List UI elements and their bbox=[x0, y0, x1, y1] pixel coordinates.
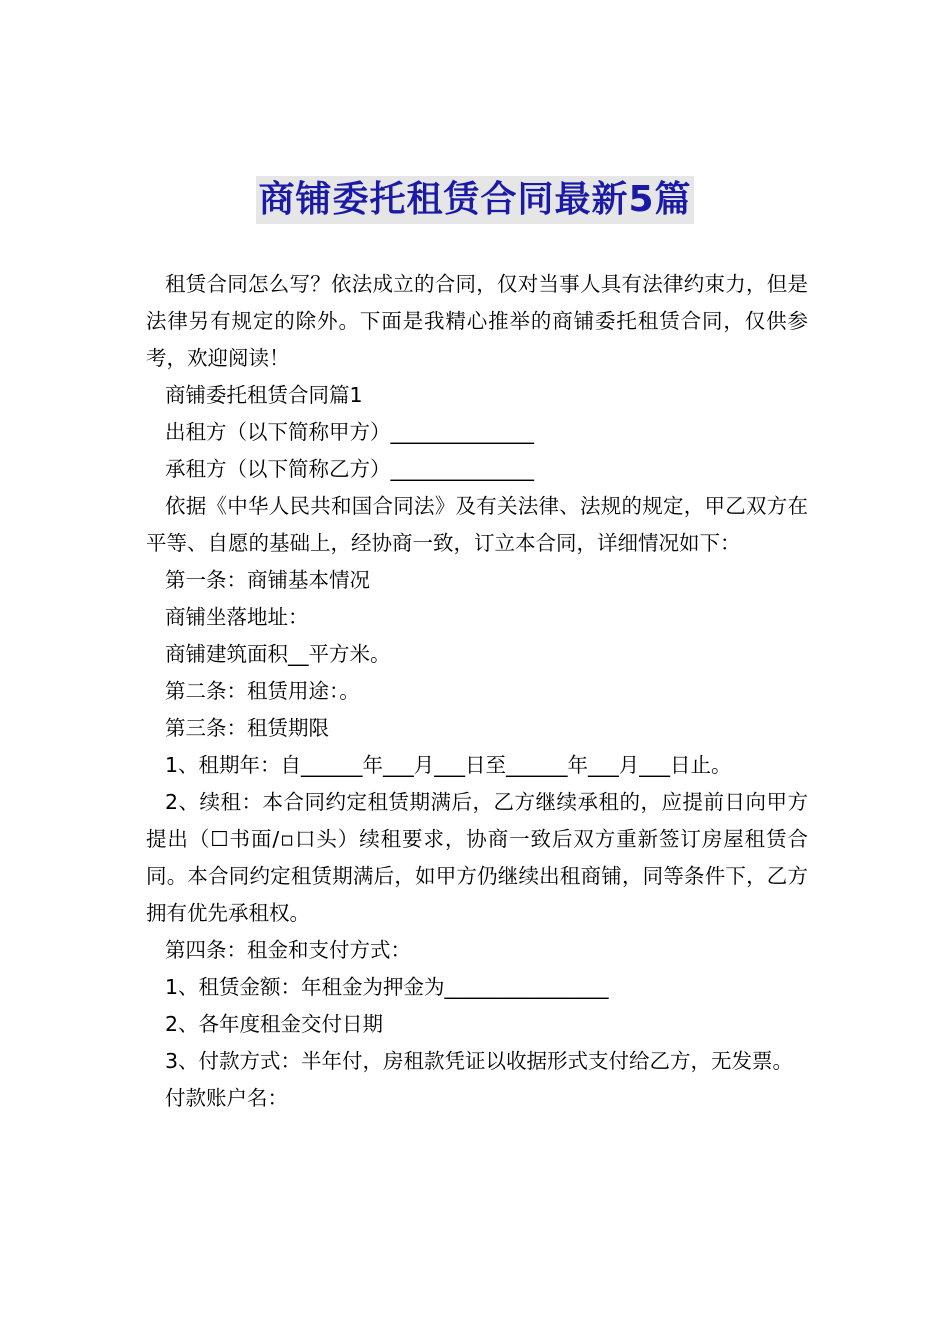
paragraph-intro: 租赁合同怎么写？依法成立的合同，仅对当事人具有法律约束力，但是法律另有规定的除外。下面是我精心推举的商铺委托租赁合同，仅供参考，欢迎阅读！ bbox=[146, 272, 808, 370]
document-title: 商铺委托租赁合同最新5篇 bbox=[256, 176, 693, 224]
paragraph-article-3: 第三条：租赁期限 bbox=[165, 716, 329, 740]
paragraph-account-name: 付款账户名： bbox=[165, 1086, 288, 1110]
title-container bbox=[0, 176, 950, 224]
paragraph-lessor: 出租方（以下简称甲方）______________ bbox=[165, 420, 534, 444]
paragraph-rent-date: 2、各年度租金交付日期 bbox=[165, 1012, 384, 1036]
paragraph-lessee: 承租方（以下简称乙方）______________ bbox=[165, 457, 534, 481]
paragraph-article-1: 第一条：商铺基本情况 bbox=[165, 568, 370, 592]
paragraph-payment-method: 3、付款方式：半年付，房租款凭证以收据形式支付给乙方，无发票。 bbox=[165, 1049, 794, 1073]
paragraph-rent-amount: 1、租赁金额：年租金为押金为________________ bbox=[165, 975, 609, 999]
paragraph-article-4: 第四条：租金和支付方式： bbox=[165, 938, 411, 962]
paragraph-basis: 依据《中华人民共和国合同法》及有关法律、法规的规定，甲乙双方在平等、自愿的基础上，经协商一致，订立本合同，详细情况如下： bbox=[146, 494, 808, 555]
paragraph-renewal: 2、续租：本合同约定租赁期满后，乙方继续承租的，应提前日向甲方提出（☐书面/▫口头）续租要求，协商一致后双方重新签订房屋租赁合同。本合同约定租赁期满后，如甲方仍继续出租商铺，同等条件下，乙方拥有优先承租权。 bbox=[146, 790, 808, 925]
paragraph-term: 1、租期年：自______年___月___日至______年___月___日止。 bbox=[165, 753, 732, 777]
paragraph-area: 商铺建筑面积__平方米。 bbox=[165, 642, 391, 666]
document-body bbox=[146, 266, 808, 1117]
paragraph-address: 商铺坐落地址： bbox=[165, 605, 309, 629]
paragraph-section-heading: 商铺委托租赁合同篇1 bbox=[165, 383, 363, 407]
paragraph-article-2: 第二条：租赁用途：。 bbox=[165, 679, 360, 703]
